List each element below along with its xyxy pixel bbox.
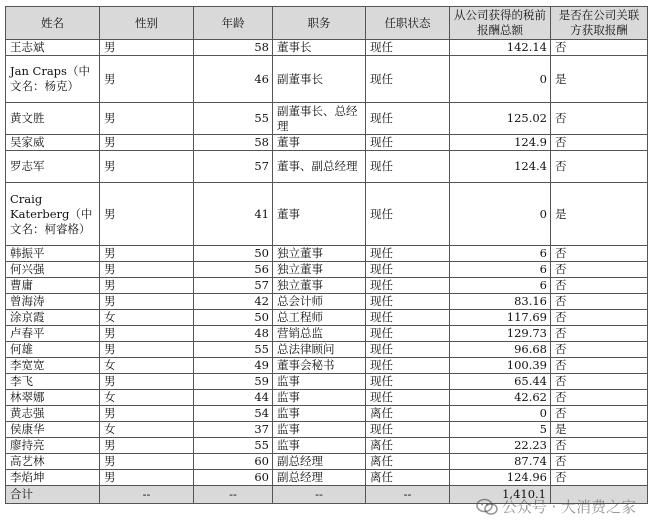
cell-title: 营销总监 (273, 326, 366, 342)
cell-name: 李飞 (6, 374, 100, 390)
cell-age: 55 (194, 438, 273, 454)
cell-age: 41 (194, 183, 273, 246)
cell-pay: 0 (450, 56, 551, 103)
cell-gender: 男 (100, 56, 194, 103)
cell-title: 监事 (273, 406, 366, 422)
cell-gender: 男 (100, 326, 194, 342)
cell-title: 董事 (273, 183, 366, 246)
header-related: 是否在公司关联方获取报酬 (551, 7, 648, 40)
header-title: 职务 (273, 7, 366, 40)
header-pay: 从公司获得的税前报酬总额 (450, 7, 551, 40)
cell-age: 50 (194, 310, 273, 326)
cell-title: 监事 (273, 438, 366, 454)
cell-gender: 男 (100, 470, 194, 486)
cell-pay: 65.44 (450, 374, 551, 390)
header-status: 任职状态 (366, 7, 450, 40)
table-row (6, 103, 648, 135)
cell-related: 否 (551, 374, 648, 390)
cell-gender: 男 (100, 183, 194, 246)
cell-gender: 女 (100, 422, 194, 438)
table-row (6, 56, 648, 103)
cell-age: 56 (194, 262, 273, 278)
table-row (6, 406, 648, 422)
total-status: -- (366, 486, 450, 504)
cell-status: 现任 (366, 103, 450, 135)
cell-pay: 124.4 (450, 151, 551, 183)
cell-status: 离任 (366, 470, 450, 486)
cell-related: 否 (551, 454, 648, 470)
cell-gender: 男 (100, 342, 194, 358)
cell-related: 否 (551, 358, 648, 374)
cell-status: 现任 (366, 278, 450, 294)
cell-name: 李焰坤 (6, 470, 100, 486)
cell-pay: 5 (450, 422, 551, 438)
cell-title: 独立董事 (273, 246, 366, 262)
table-row (6, 310, 648, 326)
header-name: 姓名 (6, 7, 100, 40)
total-label: 合计 (6, 486, 100, 504)
cell-age: 58 (194, 135, 273, 151)
table-row (6, 454, 648, 470)
cell-name: 罗志军 (6, 151, 100, 183)
table-row (6, 342, 648, 358)
cell-age: 60 (194, 470, 273, 486)
header-gender: 性别 (100, 7, 194, 40)
cell-status: 现任 (366, 294, 450, 310)
cell-related: 否 (551, 470, 648, 486)
cell-pay: 0 (450, 406, 551, 422)
cell-pay: 96.68 (450, 342, 551, 358)
cell-pay: 129.73 (450, 326, 551, 342)
cell-age: 57 (194, 151, 273, 183)
cell-status: 现任 (366, 135, 450, 151)
table-row (6, 135, 648, 151)
cell-related: 否 (551, 103, 648, 135)
cell-age: 50 (194, 246, 273, 262)
cell-related: 是 (551, 56, 648, 103)
cell-title: 总法律顾问 (273, 342, 366, 358)
table-row (6, 294, 648, 310)
cell-status: 现任 (366, 56, 450, 103)
cell-name: 廖持亮 (6, 438, 100, 454)
table-row (6, 40, 648, 56)
total-age: -- (194, 486, 273, 504)
cell-related: 否 (551, 310, 648, 326)
executive-compensation-table (5, 6, 648, 504)
cell-related: 否 (551, 262, 648, 278)
cell-gender: 男 (100, 278, 194, 294)
cell-pay: 83.16 (450, 294, 551, 310)
table-row (6, 262, 648, 278)
cell-pay: 0 (450, 183, 551, 246)
cell-pay: 100.39 (450, 358, 551, 374)
cell-related: 否 (551, 406, 648, 422)
cell-age: 57 (194, 278, 273, 294)
cell-pay: 124.9 (450, 135, 551, 151)
cell-status: 现任 (366, 40, 450, 56)
cell-name: 涂京霞 (6, 310, 100, 326)
total-title: -- (273, 486, 366, 504)
cell-related: 否 (551, 294, 648, 310)
cell-status: 现任 (366, 262, 450, 278)
cell-age: 54 (194, 406, 273, 422)
table-row (6, 183, 648, 246)
cell-name: Craig Katerberg（中文名：柯睿格） (6, 183, 100, 246)
cell-title: 董事会秘书 (273, 358, 366, 374)
cell-status: 现任 (366, 358, 450, 374)
cell-gender: 男 (100, 135, 194, 151)
cell-gender: 男 (100, 406, 194, 422)
cell-age: 42 (194, 294, 273, 310)
cell-pay: 6 (450, 262, 551, 278)
table-row (6, 374, 648, 390)
cell-title: 副董事长 (273, 56, 366, 103)
cell-title: 董事长 (273, 40, 366, 56)
cell-age: 60 (194, 454, 273, 470)
cell-status: 现任 (366, 390, 450, 406)
cell-name: 李宽宽 (6, 358, 100, 374)
cell-name: 何雄 (6, 342, 100, 358)
table-body (6, 40, 648, 486)
cell-name: 林翠娜 (6, 390, 100, 406)
cell-name: 卢春平 (6, 326, 100, 342)
cell-related: 是 (551, 422, 648, 438)
cell-related: 否 (551, 151, 648, 183)
watermark (476, 496, 636, 517)
cell-gender: 女 (100, 390, 194, 406)
cell-age: 37 (194, 422, 273, 438)
table-row (6, 151, 648, 183)
cell-status: 离任 (366, 438, 450, 454)
cell-pay: 6 (450, 246, 551, 262)
cell-age: 48 (194, 326, 273, 342)
cell-status: 现任 (366, 310, 450, 326)
cell-title: 副董事长、总经理 (273, 103, 366, 135)
watermark-text: 公众号 · 大消费之家 (501, 498, 636, 516)
wechat-icon (476, 498, 498, 516)
table-row (6, 470, 648, 486)
cell-pay: 142.14 (450, 40, 551, 56)
cell-related: 否 (551, 342, 648, 358)
cell-name: 韩振平 (6, 246, 100, 262)
cell-status: 现任 (366, 246, 450, 262)
table-row (6, 278, 648, 294)
cell-related: 否 (551, 438, 648, 454)
cell-title: 副总经理 (273, 470, 366, 486)
table-row (6, 390, 648, 406)
cell-name: 高艺林 (6, 454, 100, 470)
cell-gender: 男 (100, 40, 194, 56)
cell-related: 否 (551, 326, 648, 342)
cell-pay: 22.23 (450, 438, 551, 454)
cell-pay: 6 (450, 278, 551, 294)
table-row (6, 246, 648, 262)
cell-related: 否 (551, 390, 648, 406)
cell-pay: 124.96 (450, 470, 551, 486)
cell-age: 55 (194, 103, 273, 135)
cell-gender: 男 (100, 454, 194, 470)
cell-related: 是 (551, 183, 648, 246)
cell-pay: 87.74 (450, 454, 551, 470)
cell-gender: 女 (100, 358, 194, 374)
cell-title: 董事、副总经理 (273, 151, 366, 183)
cell-pay: 125.02 (450, 103, 551, 135)
header-age: 年龄 (194, 7, 273, 40)
cell-name: 黄文胜 (6, 103, 100, 135)
cell-age: 55 (194, 342, 273, 358)
cell-related: 否 (551, 135, 648, 151)
cell-title: 监事 (273, 422, 366, 438)
cell-title: 总会计师 (273, 294, 366, 310)
table-row (6, 422, 648, 438)
cell-name: 何兴强 (6, 262, 100, 278)
cell-name: 曹庸 (6, 278, 100, 294)
table-row (6, 358, 648, 374)
header-row (6, 7, 648, 40)
cell-status: 现任 (366, 183, 450, 246)
cell-title: 独立董事 (273, 262, 366, 278)
cell-name: 吴家威 (6, 135, 100, 151)
cell-gender: 男 (100, 262, 194, 278)
table-row (6, 438, 648, 454)
cell-status: 现任 (366, 374, 450, 390)
cell-status: 现任 (366, 151, 450, 183)
cell-title: 总工程师 (273, 310, 366, 326)
total-gender: -- (100, 486, 194, 504)
cell-status: 现任 (366, 326, 450, 342)
cell-age: 44 (194, 390, 273, 406)
cell-gender: 男 (100, 103, 194, 135)
cell-name: 黄志强 (6, 406, 100, 422)
cell-status: 现任 (366, 422, 450, 438)
cell-related: 否 (551, 40, 648, 56)
cell-title: 监事 (273, 374, 366, 390)
cell-gender: 男 (100, 294, 194, 310)
cell-title: 监事 (273, 390, 366, 406)
cell-title: 副总经理 (273, 454, 366, 470)
cell-name: Jan Craps（中文名：杨克） (6, 56, 100, 103)
cell-gender: 男 (100, 246, 194, 262)
cell-name: 王志斌 (6, 40, 100, 56)
cell-status: 离任 (366, 406, 450, 422)
cell-gender: 男 (100, 151, 194, 183)
cell-age: 59 (194, 374, 273, 390)
cell-related: 否 (551, 246, 648, 262)
cell-pay: 117.69 (450, 310, 551, 326)
total-pay: 1,410.1 (450, 486, 551, 504)
cell-status: 现任 (366, 342, 450, 358)
table-header (6, 7, 648, 40)
cell-gender: 女 (100, 310, 194, 326)
cell-title: 独立董事 (273, 278, 366, 294)
cell-age: 49 (194, 358, 273, 374)
table-row (6, 326, 648, 342)
cell-status: 离任 (366, 454, 450, 470)
cell-title: 董事 (273, 135, 366, 151)
cell-name: 曾海涛 (6, 294, 100, 310)
cell-pay: 42.62 (450, 390, 551, 406)
cell-gender: 男 (100, 374, 194, 390)
cell-age: 58 (194, 40, 273, 56)
cell-name: 侯康华 (6, 422, 100, 438)
cell-related: 否 (551, 278, 648, 294)
cell-gender: 男 (100, 438, 194, 454)
cell-age: 46 (194, 56, 273, 103)
